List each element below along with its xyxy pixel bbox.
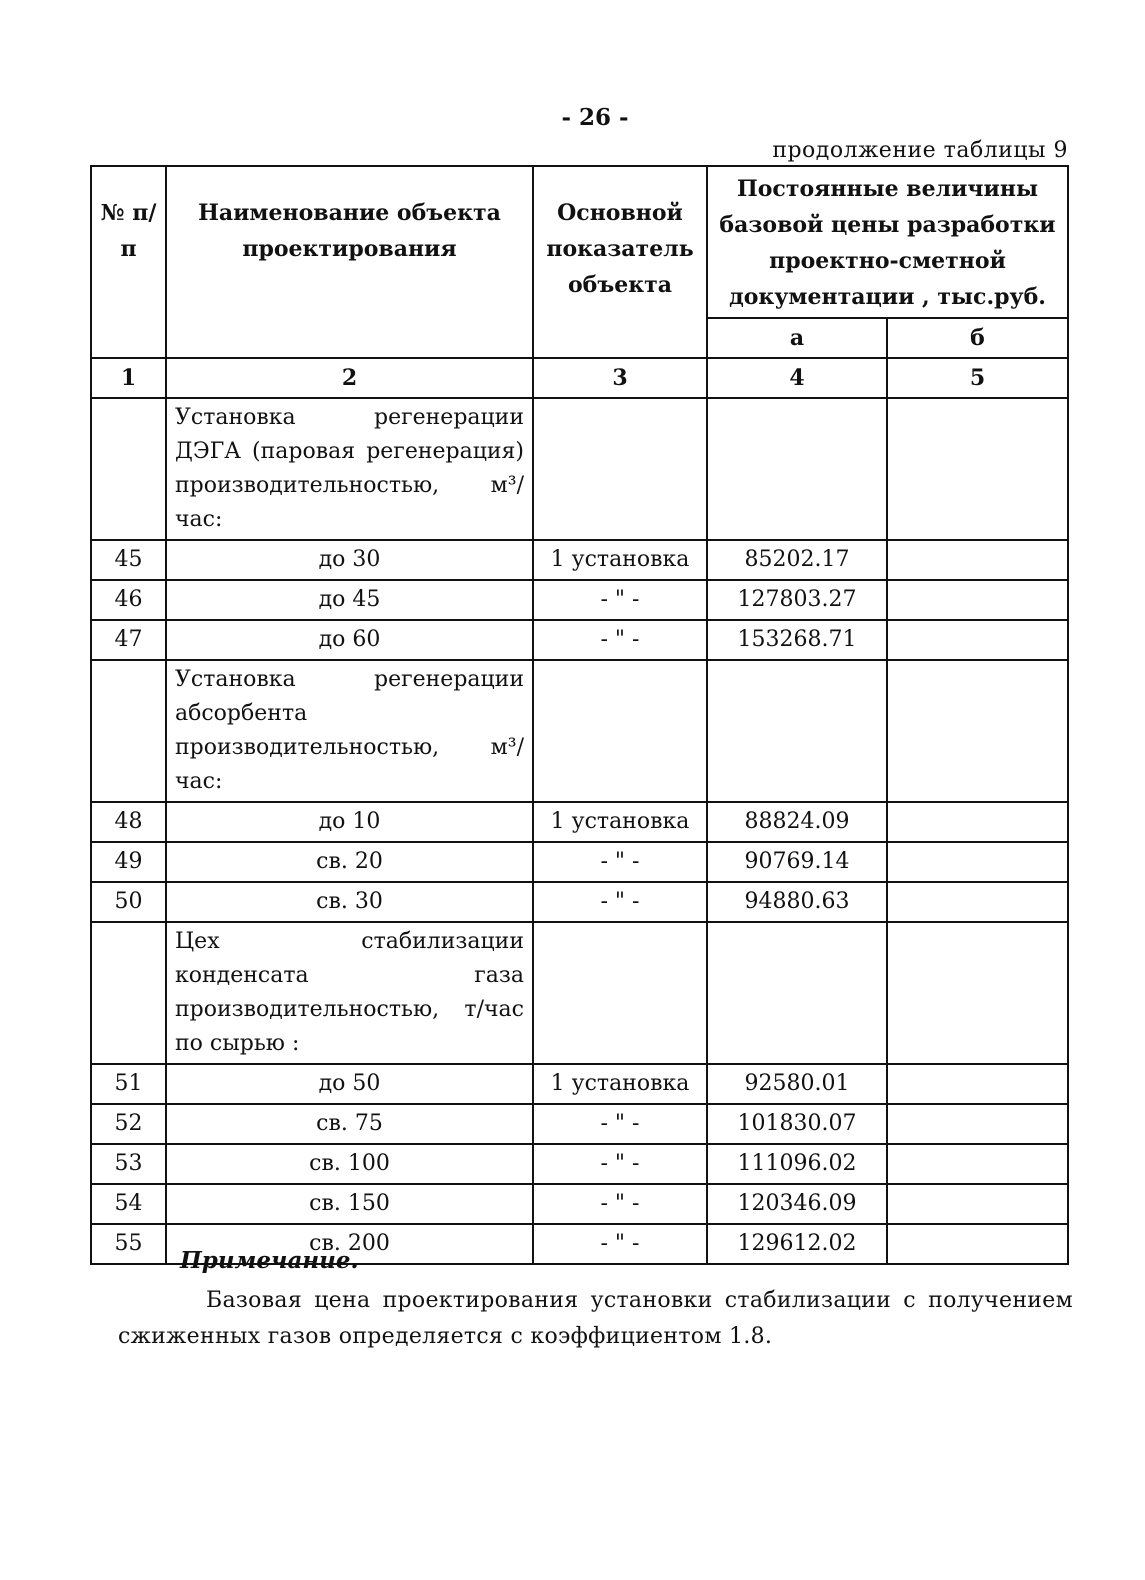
column-number: 1: [91, 358, 166, 398]
cell-price-a: 88824.09: [707, 802, 887, 842]
cell-price-b: [887, 540, 1068, 580]
cell-name: св. 30: [166, 882, 533, 922]
note-text: Базовая цена проектирования установки стабилизации с получением сжиженных газов определяется с коэффициентом 1.8.: [118, 1288, 1073, 1349]
cell-price-b: [887, 842, 1068, 882]
cell-name: до 50: [166, 1064, 533, 1104]
cell-price-a: [707, 922, 887, 1064]
cell-num: 52: [91, 1104, 166, 1144]
cell-num: 45: [91, 540, 166, 580]
cell-num: 46: [91, 580, 166, 620]
table-row: [91, 842, 1068, 882]
table-group-row: [91, 660, 1068, 802]
cell-price-a: 153268.71: [707, 620, 887, 660]
cell-indicator: [533, 660, 707, 802]
cell-price-a: 120346.09: [707, 1184, 887, 1224]
column-numbers-row: [91, 358, 1068, 398]
cell-num: [91, 398, 166, 540]
cell-indicator: 1 установка: [533, 540, 707, 580]
cell-price-a: 90769.14: [707, 842, 887, 882]
cell-name: до 45: [166, 580, 533, 620]
cell-price-b: [887, 580, 1068, 620]
table-row: [91, 882, 1068, 922]
cell-indicator: - " -: [533, 1104, 707, 1144]
table-body: [91, 398, 1068, 1264]
cell-price-b: [887, 1144, 1068, 1184]
table-group-row: [91, 398, 1068, 540]
cell-price-b: [887, 620, 1068, 660]
cell-num: 53: [91, 1144, 166, 1184]
cell-num: 50: [91, 882, 166, 922]
cell-indicator: - " -: [533, 842, 707, 882]
cell-name: св. 20: [166, 842, 533, 882]
cell-price-a: 85202.17: [707, 540, 887, 580]
cell-name: св. 75: [166, 1104, 533, 1144]
cell-price-a: 94880.63: [707, 882, 887, 922]
cell-price-b: [887, 1104, 1068, 1144]
cell-name: св. 200: [166, 1224, 533, 1264]
cell-price-b: [887, 1064, 1068, 1104]
cell-indicator: [533, 922, 707, 1064]
table-row: [91, 1184, 1068, 1224]
cell-price-a: 127803.27: [707, 580, 887, 620]
note-title: Примечание.: [180, 1247, 359, 1274]
cell-name: до 10: [166, 802, 533, 842]
cell-name: Цех стабилизации конденсата газа производительностью, т/час по сырью :: [166, 922, 533, 1064]
cell-indicator: - " -: [533, 620, 707, 660]
cell-num: 51: [91, 1064, 166, 1104]
cell-name: Установка регенерации ДЭГА (паровая регенерация) производительностью, м³/час:: [166, 398, 533, 540]
table-row: [91, 540, 1068, 580]
cell-indicator: 1 установка: [533, 1064, 707, 1104]
cell-indicator: - " -: [533, 1184, 707, 1224]
cell-indicator: - " -: [533, 1144, 707, 1184]
table-row: [91, 1144, 1068, 1184]
cell-name: до 30: [166, 540, 533, 580]
header-col-b: б: [887, 318, 1068, 358]
header-num: № п/п: [91, 166, 166, 358]
cell-price-a: 101830.07: [707, 1104, 887, 1144]
price-table: [90, 165, 1069, 1265]
table-row: [91, 1104, 1068, 1144]
table-row: [91, 802, 1068, 842]
table-continuation-label: продолжение таблицы 9: [772, 138, 1068, 163]
page-number: - 26 -: [561, 104, 629, 131]
cell-num: 49: [91, 842, 166, 882]
table-row: [91, 1064, 1068, 1104]
column-number: 2: [166, 358, 533, 398]
cell-num: 47: [91, 620, 166, 660]
cell-price-b: [887, 1224, 1068, 1264]
cell-indicator: 1 установка: [533, 802, 707, 842]
cell-indicator: [533, 398, 707, 540]
column-number: 3: [533, 358, 707, 398]
cell-price-b: [887, 660, 1068, 802]
cell-price-a: 129612.02: [707, 1224, 887, 1264]
cell-num: 55: [91, 1224, 166, 1264]
table-row: [91, 620, 1068, 660]
table-group-row: [91, 922, 1068, 1064]
cell-price-a: [707, 660, 887, 802]
cell-indicator: - " -: [533, 882, 707, 922]
cell-price-a: 92580.01: [707, 1064, 887, 1104]
cell-num: [91, 922, 166, 1064]
cell-price-b: [887, 398, 1068, 540]
column-number: 5: [887, 358, 1068, 398]
cell-price-b: [887, 802, 1068, 842]
cell-name: Установка регенерации абсорбента производительностью, м³/час:: [166, 660, 533, 802]
cell-name: до 60: [166, 620, 533, 660]
header-price: Постоянные величины базовой цены разработки проектно-сметной документации , тыс.руб.: [707, 166, 1068, 318]
cell-num: 54: [91, 1184, 166, 1224]
cell-price-b: [887, 922, 1068, 1064]
cell-price-a: 111096.02: [707, 1144, 887, 1184]
cell-num: [91, 660, 166, 802]
table-row: [91, 580, 1068, 620]
cell-num: 48: [91, 802, 166, 842]
cell-name: св. 150: [166, 1184, 533, 1224]
header-indicator: Основной показатель объекта: [533, 166, 707, 358]
cell-indicator: - " -: [533, 580, 707, 620]
cell-price-b: [887, 882, 1068, 922]
header-name: Наименование объекта проектирования: [166, 166, 533, 358]
cell-price-b: [887, 1184, 1068, 1224]
column-number: 4: [707, 358, 887, 398]
header-col-a: а: [707, 318, 887, 358]
cell-price-a: [707, 398, 887, 540]
cell-name: св. 100: [166, 1144, 533, 1184]
cell-indicator: - " -: [533, 1224, 707, 1264]
